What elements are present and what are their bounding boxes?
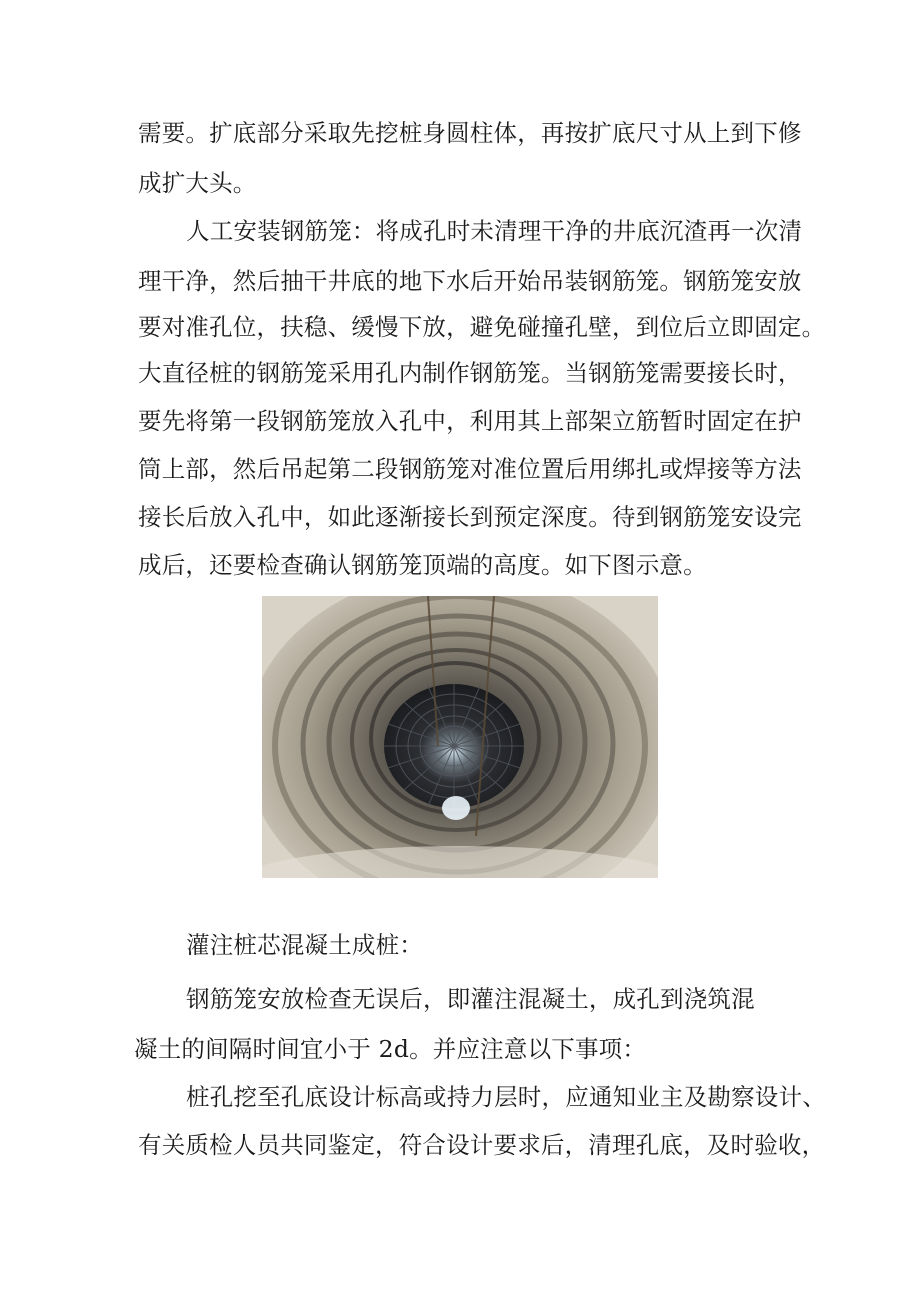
paragraph-2-line-2: 理干净，然后抽干井底的地下水后开始吊装钢筋笼。钢筋笼安放 — [138, 267, 802, 295]
paragraph-3-line-1: 灌注桩芯混凝土成桩： — [186, 931, 423, 959]
paragraph-1-line-2: 成扩大头。 — [138, 169, 257, 197]
paragraph-2-line-5: 要先将第一段钢筋笼放入孔中，利用其上部架立筋暂时固定在护 — [138, 407, 802, 435]
rebar-cage-photo-graphic — [262, 596, 658, 878]
paragraph-2-line-1: 人工安装钢筋笼：将成孔时未清理干净的井底沉渣再一次清 — [186, 217, 803, 245]
paragraph-2-line-8: 成后，还要检查确认钢筋笼顶端的高度。如下图示意。 — [138, 551, 707, 579]
paragraph-1-line-1: 需要。扩底部分采取先挖桩身圆柱体，再按扩底尺寸从上到下修 — [138, 119, 802, 147]
paragraph-5-line-2: 有关质检人员共同鉴定，符合设计要求后，清理孔底，及时验收， — [138, 1131, 826, 1159]
paragraph-2-line-3: 要对准孔位，扶稳、缓慢下放，避免碰撞孔壁，到位后立即固定。 — [138, 313, 826, 341]
paragraph-4-line-1: 钢筋笼安放检查无误后，即灌注混凝土，成孔到浇筑混 — [186, 985, 755, 1013]
paragraph-5-line-1: 桩孔挖至孔底设计标高或持力层时，应通知业主及勘察设计、 — [186, 1083, 826, 1111]
paragraph-4-line-2: 凝土的间隔时间宜小于 2d。并应注意以下事项： — [134, 1035, 647, 1063]
rebar-cage-photo — [262, 596, 658, 878]
paragraph-2-line-7: 接长后放入孔中，如此逐渐接长到预定深度。待到钢筋笼安设完 — [138, 503, 802, 531]
paragraph-2-line-6: 筒上部，然后吊起第二段钢筋笼对准位置后用绑扎或焊接等方法 — [138, 455, 802, 483]
paragraph-2-line-4: 大直径桩的钢筋笼采用孔内制作钢筋笼。当钢筋笼需要接长时， — [138, 359, 802, 387]
